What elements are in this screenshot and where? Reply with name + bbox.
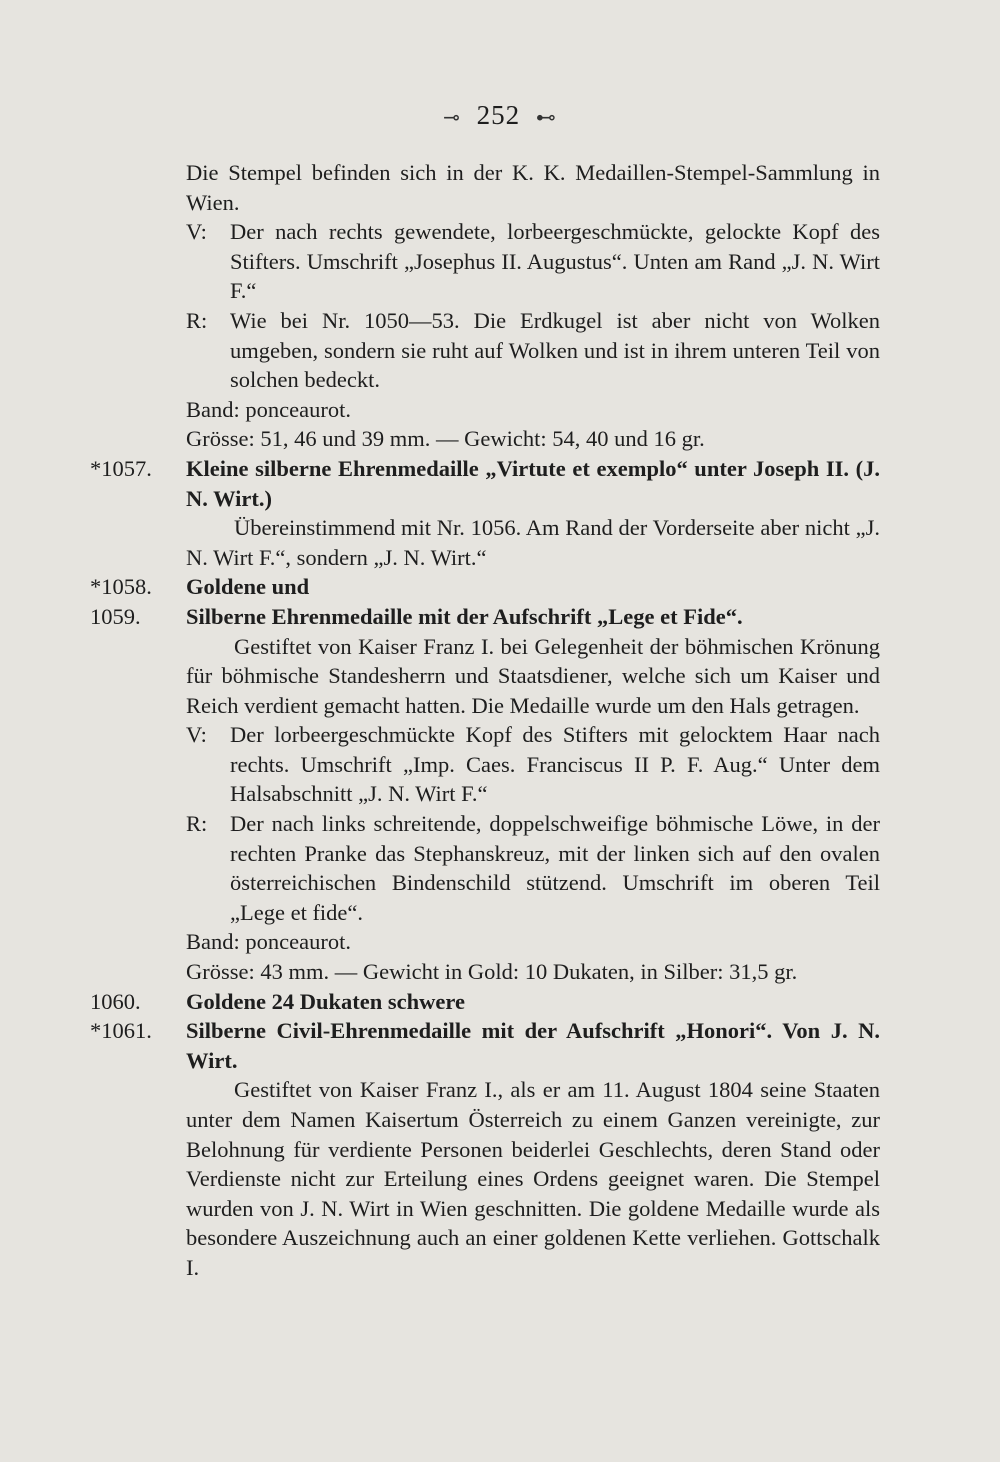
reverse-text: Wie bei Nr. 1050—53. Die Erdkugel ist aber nicht von Wolken umgeben, sondern sie ruht auf Wolken und ist in ihrem unteren Teil von solchen bedeckt. xyxy=(230,307,880,393)
catalog-entry-1058 xyxy=(90,572,880,602)
reverse-description xyxy=(90,809,880,927)
entry-title: Kleine silberne Ehrenmedaille „Virtute et exemplo“ unter Joseph II. (J. N. Wirt.) xyxy=(186,455,880,511)
intro-paragraph: Die Stempel befinden sich in der K. K. Medaillen-Stempel-Sammlung in Wien. xyxy=(186,160,880,215)
entry-number: *1058. xyxy=(90,574,152,600)
entry-number: 1060. xyxy=(90,988,141,1014)
ribbon-line: Band: ponceaurot. xyxy=(186,929,351,955)
reverse-label: R: xyxy=(186,811,208,837)
obverse-text: Der nach rechts gewendete, lorbeergeschmückte, gelockte Kopf des Stifters. Umschrift „Josephus II. Augustus“. Unten am Rand „J. N. Wirt F.“ xyxy=(230,219,880,304)
obverse-label: V: xyxy=(186,722,207,748)
catalog-entry-1059 xyxy=(90,602,880,632)
obverse-text: Der lorbeergeschmückte Kopf des Stifters mit gelocktem Haar nach rechts. Umschrift „Imp. Caes. Franciscus II P. F. Aug.“ Unter dem Halsabschnitt „J. N. Wirt F.“ xyxy=(230,722,880,807)
entry-title: Goldene 24 Dukaten schwere xyxy=(186,988,465,1014)
page-number: 252 xyxy=(476,100,521,130)
catalog-entry-1060 xyxy=(90,987,880,1017)
catalog-entry-1061 xyxy=(90,1016,880,1075)
catalog-entry-1057 xyxy=(90,454,880,513)
entry-number: 1059. xyxy=(90,603,141,629)
entry-description: Gestiftet von Kaiser Franz I. bei Gelegenheit der böhmischen Krönung für böhmische Standesherrn und Staatsdiener, welche sich um Kaiser und Reich verdient gemacht hatten. Die Medaille wurde um den Hals getragen. xyxy=(186,633,880,718)
reverse-text: Der nach links schreitende, doppelschweifige böhmische Löwe, in der rechten Pranke das Stephanskreuz, mit der linken sich auf den ovalen österreichischen Bindenschild stützend. Umschrift im oberen Teil „Lege et fide“. xyxy=(230,811,880,925)
page-body xyxy=(90,158,880,1283)
size-weight-line: Grösse: 43 mm. — Gewicht in Gold: 10 Dukaten, in Silber: 31,5 gr. xyxy=(186,959,798,985)
left-ornament-icon: ⊸ xyxy=(443,107,461,129)
reverse-description xyxy=(90,306,880,395)
right-ornament-icon: ⊷ xyxy=(535,107,557,129)
entry-description: Gestiftet von Kaiser Franz I., als er am 11. August 1804 seine Staaten unter dem Namen Kaisertum Österreich zu einem Ganzen vereinigte, zur Belohnung für verdiente Personen beiderlei Geschlechts, deren Stand oder Verdienste nicht zur Erteilung eines Ordens geeignet waren. Die Stempel wurden von J. N. Wirt in Wien geschnitten. Die goldene Medaille wurde als besondere Auszeichnung auch an einer goldenen Kette verliehen. Gottschalk I. xyxy=(186,1077,880,1280)
size-weight-line: Grösse: 51, 46 und 39 mm. — Gewicht: 54, 40 und 16 gr. xyxy=(186,426,705,452)
entry-number: *1057. xyxy=(90,455,152,481)
ribbon-line: Band: ponceaurot. xyxy=(186,396,351,422)
entry-description: Übereinstimmend mit Nr. 1056. Am Rand der Vorderseite aber nicht „J. N. Wirt F.“, sondern „J. N. Wirt.“ xyxy=(186,515,880,570)
entry-number: *1061. xyxy=(90,1018,152,1044)
entry-title: Silberne Ehrenmedaille mit der Aufschrift „Lege et Fide“. xyxy=(186,603,743,629)
obverse-description xyxy=(90,217,880,306)
entry-title: Silberne Civil-Ehrenmedaille mit der Aufschrift „Honori“. Von J. N. Wirt. xyxy=(186,1018,880,1073)
reverse-label: R: xyxy=(186,307,208,333)
page-header xyxy=(0,100,1000,131)
obverse-description xyxy=(90,720,880,809)
obverse-label: V: xyxy=(186,219,207,245)
entry-title: Goldene und xyxy=(186,574,310,600)
